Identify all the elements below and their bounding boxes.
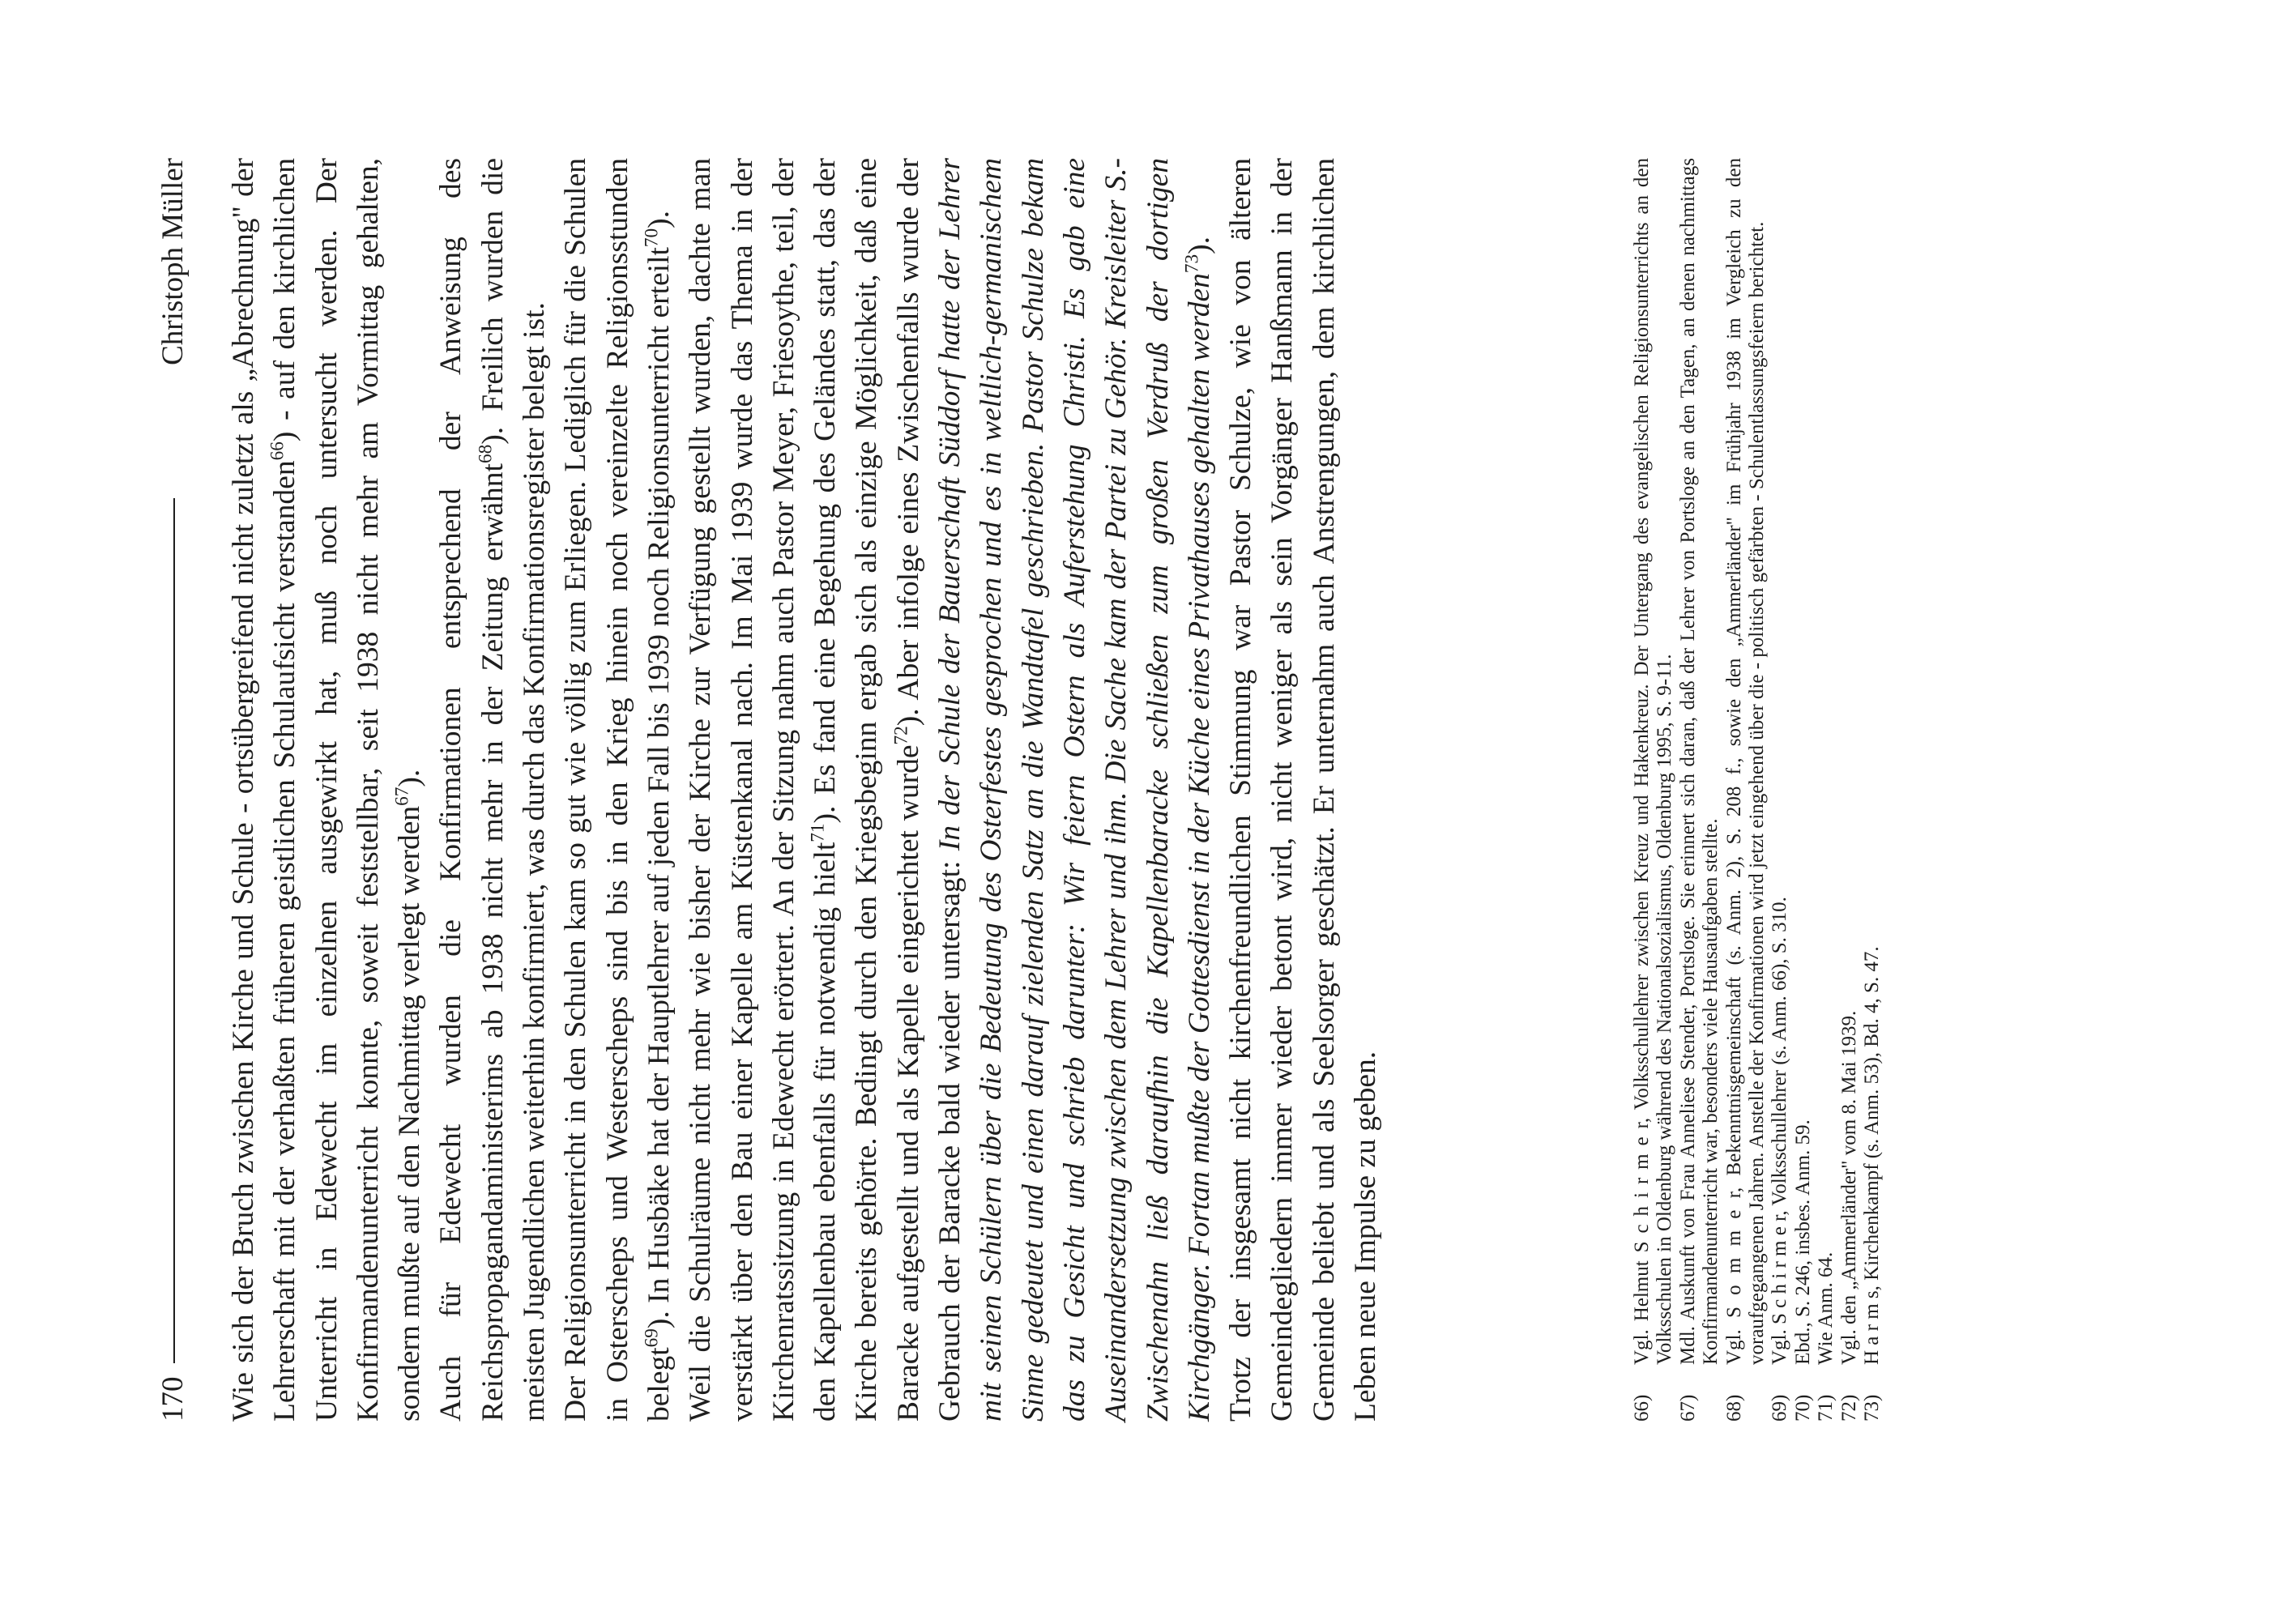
footnote <box>1769 158 1791 1422</box>
footnote-text: Vgl. S o m m e r, Bekenntnisgemeinschaft (s. Anm. 2), S. 208 f., sowie den „Ammerländer" im Frühjahr 1938 im Vergleich zu den voraufgegangenen Jahren. Anstelle der Konfirmationen wird jetzt eingehend über die - politisch gefärbten - Schulentlassungsfeiern berichtet. <box>1722 158 1769 1365</box>
footnote-ref[interactable]: 69 <box>641 1328 663 1348</box>
footnote-number: 72) <box>1837 1394 1860 1422</box>
footnote <box>1861 158 1884 1422</box>
paragraph: Der Religionsunterricht in den Schulen kam so gut wie völlig zum Erliegen. Lediglich für die Schulen in Osterscheps und Westerscheps sind bis in den Krieg hinein noch vereinzelte Religionsstunden belegt$^{69}$). In Husbäke hat der Hauptlehrer auf jeden Fall bis 1939 noch Religionsunterricht erteilt$^{70}$). <box>559 158 676 1422</box>
footnote <box>1792 158 1815 1422</box>
paragraph: Trotz der insgesamt nicht kirchenfreundlichen Stimmung war Pastor Schulze, wie von älteren Gemeindegliedern immer wieder betont wird, nicht weniger als sein Vorgänger Hanßmann in der Gemeinde beliebt und als Seelsorger geschätzt. Er unternahm auch Anstrengungen, dem kirchlichen Leben neue Impulse zu geben. <box>1224 158 1383 1422</box>
footnote <box>1723 158 1769 1422</box>
footnote-ref[interactable]: 73 <box>1181 254 1203 274</box>
footnote-text: Ebd., S. 246, insbes. Anm. 59. <box>1791 1119 1814 1365</box>
footnote-ref[interactable]: 67 <box>391 787 413 806</box>
footnote-number: 70) <box>1791 1394 1814 1422</box>
footnote <box>1677 158 1723 1422</box>
footnote-ref[interactable]: 70 <box>641 228 663 248</box>
footnote-text: Vgl. S c h i r m e r, Volksschullehrer (s. Anm. 66), S. 310. <box>1769 897 1791 1365</box>
rotated-page <box>154 158 2058 1422</box>
footnote-ref[interactable]: 71 <box>807 823 829 842</box>
footnote-number: 71) <box>1815 1394 1837 1422</box>
footnote <box>1838 158 1861 1422</box>
paragraph: Wie sich der Bruch zwischen Kirche und Schule - ortsübergreifend nicht zuletzt als „Abrechnung" der Lehrerschaft mit der verhaßten früheren geistlichen Schulaufsicht verstanden$^{66}$) - auf den kirchlichen Unterricht in Edewecht im einzelnen ausgewirkt hat, muß noch untersucht werden. Der Konfirmandenunterricht konnte, soweit feststellbar, seit 1938 nicht mehr am Vormittag gehalten, sondern mußte auf den Nachmittag verlegt werden$^{67}$). <box>227 157 427 1422</box>
footnote-text: H a r m s, Kirchenkampf (s. Anm. 53), Bd. 4, S. 47. <box>1861 946 1884 1365</box>
running-head <box>154 158 193 1422</box>
footnote-number: 68) <box>1722 1394 1745 1422</box>
footnote-text: Mdl. Auskunft von Frau Anneliese Stender, Portsloge. Sie erinnert sich daran, daß der Lehrer von Portsloge an den Tagen, an denen nachmittags Konfirmandenunterricht war, besonders viele Hausaufgaben stellte. <box>1676 158 1722 1365</box>
footnote <box>1815 158 1837 1422</box>
footnote-number: 66) <box>1631 1394 1653 1422</box>
footnote-text: Vgl. den „Ammerländer" vom 8. Mai 1939. <box>1837 1010 1860 1365</box>
footnote-ref[interactable]: 68 <box>475 444 497 464</box>
footnote <box>1631 158 1677 1422</box>
page-number: 170 <box>156 1376 190 1422</box>
footnote-ref[interactable]: 72 <box>890 726 912 745</box>
footnote-number: 67) <box>1676 1394 1699 1422</box>
body-text <box>223 158 1386 1422</box>
header-rule <box>173 498 175 1363</box>
footnote-text: Vgl. Helmut S c h i r m e r, Volksschullehrer zwischen Kreuz und Hakenkreuz. Der Untergang des evangelischen Religionsunterrichts an den Volksschulen in Oldenburg während des Nationalsozialismus, Oldenburg 1995, S. 9-11. <box>1631 158 1676 1365</box>
footnote-text: Wie Anm. 64. <box>1815 1251 1837 1365</box>
footnotes <box>1631 158 1884 1422</box>
paragraph: Auch für Edewecht wurden die Konfirmationen entsprechend der Anweisung des Reichspropagandaministerims ab 1938 nicht mehr in der Zeitung erwähnt$^{68}$). Freilich wurden die meisten Jugendlichen weiterhin konfirmiert, was durch das Konfirmationsregister belegt ist. <box>434 158 552 1422</box>
block-quote-italic: In der Schule der Bauerschaft Süddorf hatte der Lehrer mit seinen Schülern über die Bedeutung des Osterfestes gesprochen und es in weltlich-germanischem Sinne gedeutet und einen darauf zielenden Satz an die Wandtafel geschrieben. Pastor Schulze bekam das zu Gesicht und schrieb darunter: Wir feiern Ostern als Auferstehung Christi. Es gab eine Auseinandersetzung zwischen dem Lehrer und ihm. Die Sache kam der Partei zu Gehör. Kreisleiter S.-Zwischenahn ließ daraufhin die Kapellenbaracke schließen zum großen Verdruß der dortigen Kirchgänger. Fortan mußte der Gottesdienst in der Küche eines Privathauses gehalten werden <box>933 158 1216 1422</box>
footnote-number: 73) <box>1861 1394 1884 1422</box>
footnote-ref[interactable]: 66 <box>267 441 288 461</box>
footnote-number: 69) <box>1769 1394 1791 1422</box>
paragraph: Weil die Schulräume nicht mehr wie bisher der Kirche zur Verfügung gestellt wurden, dachte man verstärkt über den Bau einer Kapelle am Küstenkanal nach. Im Mai 1939 wurde das Thema in der Kirchenratssitzung in Edewecht erörtert. An der Sitzung nahm auch Pastor Meyer, Friesoythe, teil, der den Kapellenbau ebenfalls für notwendig hielt$^{71}$). Es fand eine Begehung des Geländes statt, das der Kirche bereits gehörte. Bedingt durch den Kriegsbeginn ergab sich als einzige Möglichkeit, daß eine Baracke aufgestellt und als Kapelle eingerichtet wurde$^{72}$). Aber infolge eines Zwischenfalls wurde der Gebrauch der Baracke bald wieder untersagt: In der Schule der Bauerschaft Süddorf hatte der Lehrer mit seinen Schülern über die Bedeutung des Osterfestes gesprochen und es in weltlich-germanischem Sinne gedeutet und einen darauf zielenden Satz an die Wandtafel geschrieben. Pastor Schulze bekam das zu Gesicht und schrieb darunter: Wir feiern Ostern als Auferstehung Christi. Es gab eine Auseinandersetzung zwischen dem Lehrer und ihm. Die Sache kam der Partei zu Gehör. Kreisleiter S.-Zwischenahn ließ daraufhin die Kapellenbaracke schließen zum großen Verdruß der dortigen Kirchgänger. Fortan mußte der Gottesdienst in der Küche eines Privathauses gehalten werden$^{73}$). <box>684 158 1216 1422</box>
running-author: Christoph Müller <box>156 158 190 365</box>
